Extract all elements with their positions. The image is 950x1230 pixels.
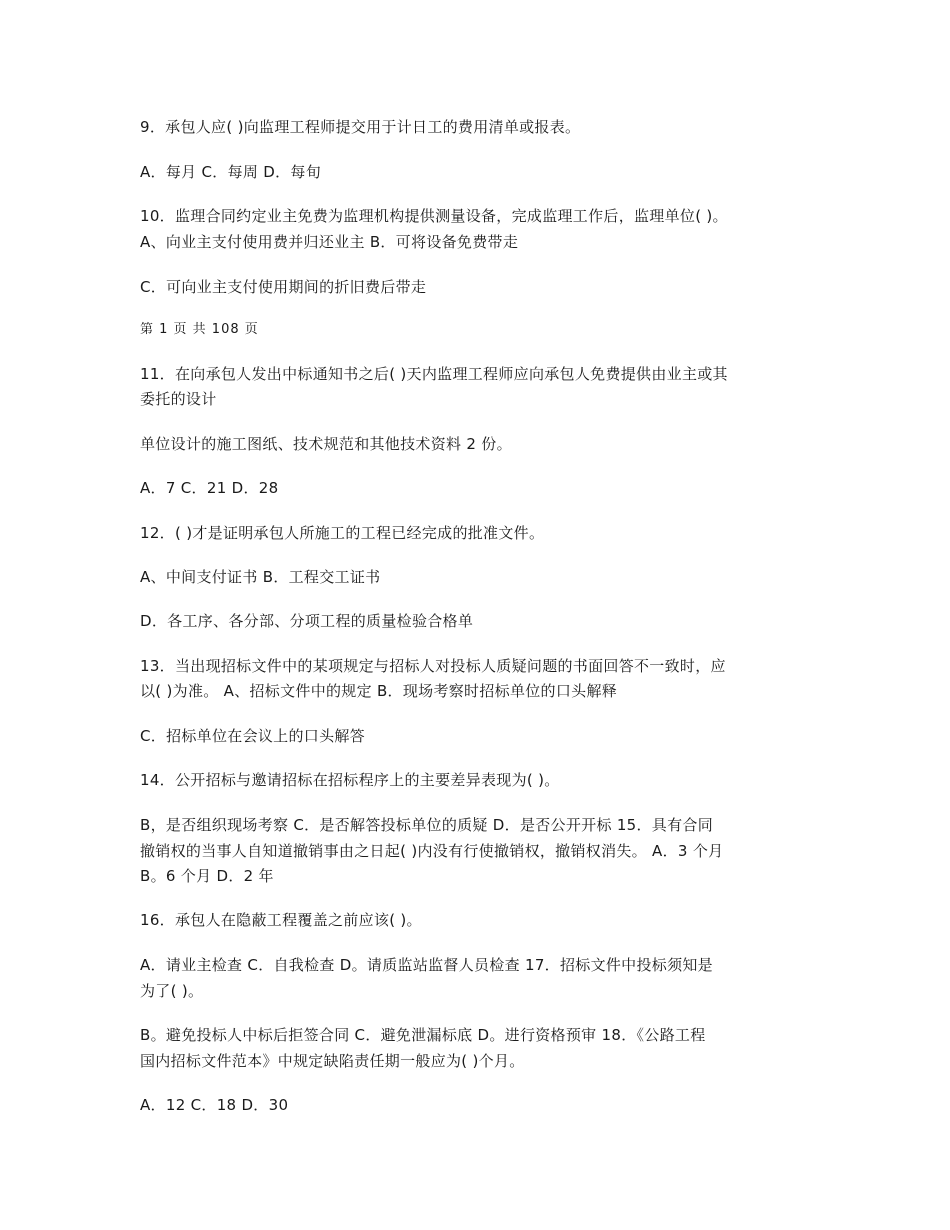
question-10-options-ab: A、向业主支付使用费并归还业主 B．可将设备免费带走	[140, 233, 519, 251]
question-12-options-ab: A、中间支付证书 B．工程交工证书	[140, 568, 381, 586]
question-15-text: 撤销权的当事人自知道撤销事由之日起( )内没有行使撤销权，撤销权消失。 A．3 个月	[140, 842, 724, 860]
question-16-17-text: A．请业主检查 C．自我检查 D。请质监站监督人员检查 17．招标文件中投标须知是	[140, 956, 713, 974]
question-11-text-cont-2: 单位设计的施工图纸、技术规范和其他技术资料 2 份。	[140, 435, 512, 453]
page-number: 第 1 页 共 108 页	[140, 322, 259, 337]
question-18-options: A．12 C．18 D．30	[140, 1096, 289, 1114]
question-17-18-text: B。避免投标人中标后拒签合同 C．避免泄漏标底 D。进行资格预审 18．《公路工程	[140, 1026, 706, 1044]
question-12-option-d: D．各工序、各分部、分项工程的质量检验合格单	[140, 612, 474, 630]
question-12-text: 12．( )才是证明承包人所施工的工程已经完成的批准文件。	[140, 524, 545, 542]
question-10-text: 10．监理合同约定业主免费为监理机构提供测量设备，完成监理工作后，监理单位( )。	[140, 207, 728, 225]
question-9-text: 9．承包人应( )向监理工程师提交用于计日工的费用清单或报表。	[140, 118, 581, 136]
question-13-text: 13．当出现招标文件中的某项规定与招标人对投标人质疑问题的书面回答不一致时，应	[140, 657, 726, 675]
question-13-text-cont: 以( )为准。 A、招标文件中的规定 B．现场考察时招标单位的口头解释	[140, 682, 618, 700]
question-17-text-cont: 为了( )。	[140, 982, 204, 1000]
question-11-text: 11．在向承包人发出中标通知书之后( )天内监理工程师应向承包人免费提供由业主或其	[140, 365, 728, 383]
question-15-options: B。6 个月 D．2 年	[140, 867, 274, 885]
question-18-text-cont: 国内招标文件范本》中规定缺陷责任期一般应为( )个月。	[140, 1052, 525, 1070]
question-11-options: A．7 C．21 D．28	[140, 479, 279, 497]
question-9-options: A．每月 C．每周 D．每旬	[140, 163, 322, 181]
question-16-text: 16．承包人在隐蔽工程覆盖之前应该( )。	[140, 911, 422, 929]
question-14-15-text: B，是否组织现场考察 C．是否解答投标单位的质疑 D．是否公开开标 15．具有合同	[140, 816, 714, 834]
question-10-option-c: C．可向业主支付使用期间的折旧费后带走	[140, 278, 427, 296]
question-11-text-cont: 委托的设计	[140, 390, 217, 408]
question-14-text: 14．公开招标与邀请招标在招标程序上的主要差异表现为( )。	[140, 771, 560, 789]
question-13-option-c: C．招标单位在会议上的口头解答	[140, 727, 365, 745]
